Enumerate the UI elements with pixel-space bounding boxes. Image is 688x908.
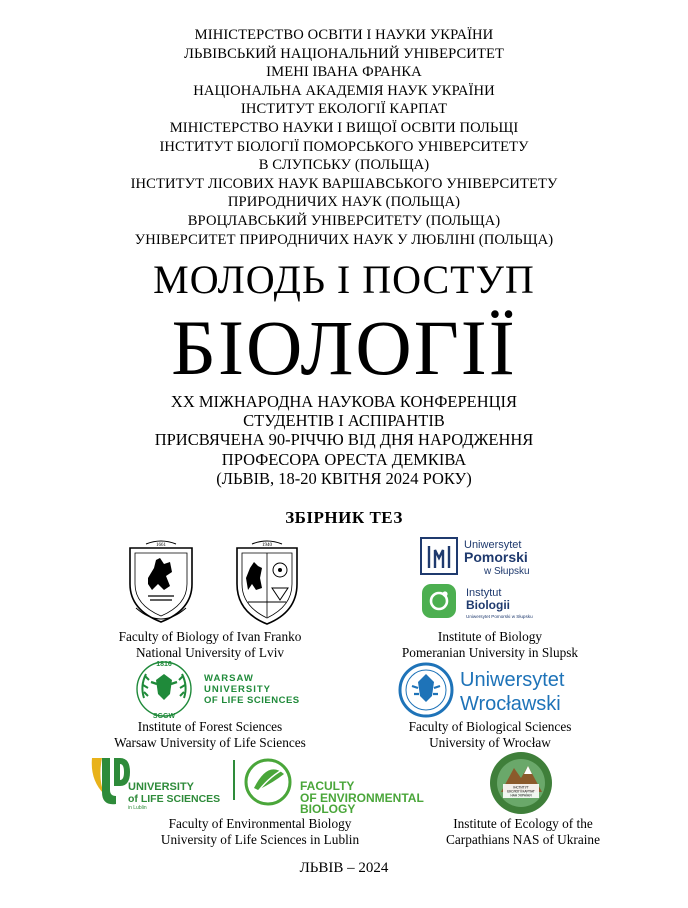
caption-line: Institute of Forest Sciences [137, 719, 283, 734]
caption-line: Institute of Biology [437, 629, 543, 644]
lublin-logo [88, 750, 228, 810]
lviv-caption [100, 629, 320, 660]
lublin-name-line: UNIVERSITY [128, 781, 195, 793]
organizer-line: ІНСТИТУТ ЕКОЛОГІЇ КАРПАТ [240, 101, 448, 118]
lviv-crest-left-icon [126, 538, 196, 624]
title-line-1: МОЛОДЬ І ПОСТУП [153, 257, 535, 302]
lublin-faculty-logo [244, 756, 424, 816]
pomorski-institute-line: Uniwersytet Pomorski w Słupsku [466, 614, 533, 619]
seal-text-line: ЕКОЛОГІЇ КАРПАТ [507, 789, 535, 794]
conference-line: ПРИСВЯЧЕНА 90-РІЧЧЮ ВІД ДНЯ НАРОДЖЕННЯ [154, 430, 534, 450]
caption-line: Faculty of Environmental Biology [168, 816, 352, 831]
sggw-name-line: OF LIFE SCIENCES [204, 695, 300, 706]
wroclaw-name-line: Uniwersytet [460, 669, 565, 691]
organizer-line: ІНСТИТУТ ЛІСОВИХ НАУК ВАРШАВСЬКОГО УНІВЕРСИТЕТУ [130, 175, 558, 192]
conference-line: ПРОФЕСОРА ОРЕСТА ДЕМКІВА [221, 449, 467, 469]
lublin-caption [140, 816, 380, 847]
caption-line: Faculty of Biological Sciences [408, 719, 572, 734]
organizers-list [0, 26, 688, 249]
carpathians-caption [408, 816, 638, 847]
lublin-name-line: of LIFE SCIENCES [128, 793, 221, 805]
pomorski-name-line: Uniwersytet [464, 539, 522, 551]
pomorski-logo [420, 534, 560, 624]
pomorski-caption [380, 629, 600, 660]
collection-label: ЗБІРНИК ТЕЗ [285, 508, 403, 527]
organizer-line: МІНІСТЕРСТВО НАУКИ І ВИЩОЇ ОСВІТИ ПОЛЬЩІ [169, 119, 519, 136]
lublin-name-line: in Lublin [128, 805, 147, 811]
organizer-line: УНІВЕРСИТЕТ ПРИРОДНИЧИХ НАУК У ЛЮБЛІНІ (ПОЛЬЩА) [134, 231, 554, 248]
organizer-line: ЛЬВІВСЬКИЙ НАЦІОНАЛЬНИЙ УНІВЕРСИТЕТ [183, 45, 504, 62]
wroclaw-caption [380, 719, 600, 750]
caption-line: National University of Lviv [135, 644, 285, 660]
sggw-caption [100, 719, 320, 750]
caption-line: Pomeranian University in Slupsk [401, 644, 579, 660]
conference-line: XX МІЖНАРОДНА НАУКОВА КОНФЕРЕНЦІЯ [170, 392, 518, 411]
caption-line: Institute of Ecology of the [453, 816, 593, 831]
caption-line: University of Life Sciences in Lublin [160, 831, 360, 847]
pomorski-institute-line: Instytut [466, 587, 502, 599]
sggw-name-line: WARSAW [204, 673, 254, 684]
wroclaw-logo [398, 662, 582, 718]
sggw-abbr: SGGW [152, 713, 176, 720]
pomorski-name-line: w Słupsku [484, 566, 530, 577]
caption-line: Faculty of Biology of Ivan Franko [118, 629, 302, 644]
organizer-line: ІМЕНІ ІВАНА ФРАНКА [266, 64, 422, 81]
logo-divider [232, 760, 236, 800]
conference-line: СТУДЕНТІВ І АСПІРАНТІВ [243, 411, 445, 431]
organizer-line: НАЦІОНАЛЬНА АКАДЕМІЯ НАУК УКРАЇНИ [193, 82, 495, 99]
wroclaw-name-line: Wrocławski [460, 693, 561, 715]
caption-line: University of Wrocław [429, 734, 551, 750]
lublin-faculty-line: OF ENVIRONMENTAL [300, 791, 424, 805]
pomorski-institute-line: Biologii [466, 598, 510, 612]
seal-text-line: ІНСТИТУТ [513, 785, 529, 790]
lublin-faculty-line: BIOLOGY [300, 802, 356, 816]
organizer-line: ВРОЦЛАВСЬКИЙ УНІВЕРСИТЕТУ (ПОЛЬЩА) [187, 212, 501, 229]
lublin-faculty-line: FACULTY [300, 779, 355, 793]
sggw-name-line: UNIVERSITY [204, 684, 272, 695]
lviv-year-right: 1940 [262, 543, 272, 548]
sggw-logo [134, 658, 304, 720]
caption-line: Carpathians NAS of Ukraine [446, 831, 600, 847]
organizer-line: ПРИРОДНИЧИХ НАУК (ПОЛЬЩА) [227, 194, 461, 211]
organizer-line: В СЛУПСЬКУ (ПОЛЬЩА) [258, 157, 430, 174]
conference-info [0, 392, 688, 488]
pomorski-name-line: Pomorski [464, 549, 528, 565]
lviv-year-left: 1661 [156, 543, 166, 548]
caption-line: Warsaw University of Life Sciences [114, 734, 306, 750]
organizer-line: ІНСТИТУТ БІОЛОГІЇ ПОМОРСЬКОГО УНІВЕРСИТЕТУ [159, 138, 529, 155]
organizer-line: МІНІСТЕРСТВО ОСВІТИ І НАУКИ УКРАЇНИ [194, 27, 494, 43]
lviv-crest-right-icon [234, 538, 300, 626]
sggw-year: 1816 [156, 661, 172, 668]
conference-line: (ЛЬВІВ, 18-20 КВІТНЯ 2024 РОКУ) [216, 468, 472, 488]
title-line-2: БІОЛОГІЇ [171, 304, 517, 391]
carpathians-seal-logo [486, 750, 556, 816]
seal-text-line: НАН УКРАЇНИ [510, 793, 532, 798]
footer-place-year: ЛЬВІВ – 2024 [299, 860, 389, 876]
